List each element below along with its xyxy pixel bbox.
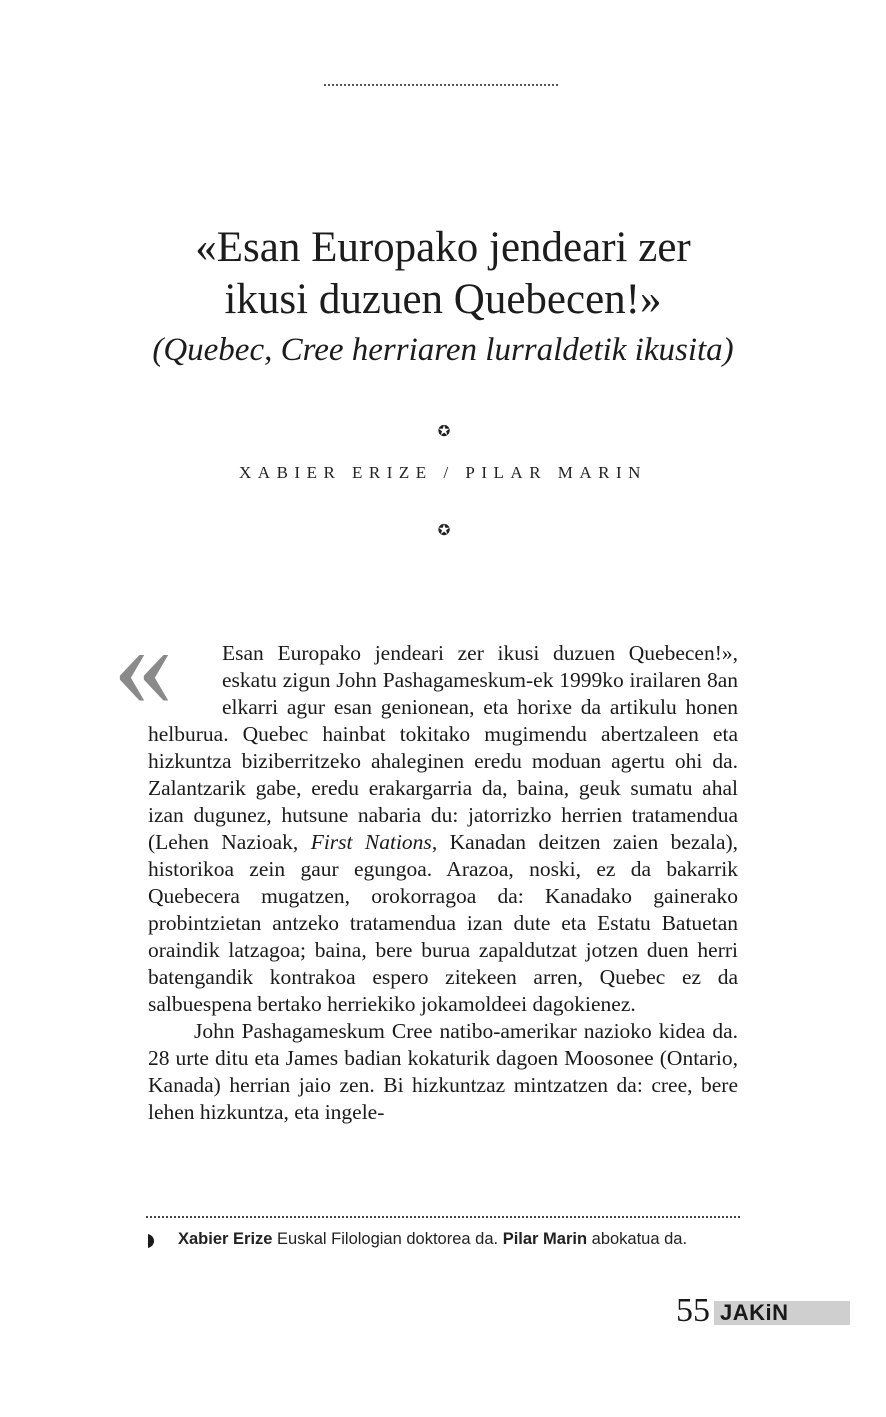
drop-quote-space bbox=[148, 640, 222, 721]
title-line-1: «Esan Europako jendeari zer bbox=[195, 224, 691, 271]
footnote-marker-icon bbox=[146, 1232, 158, 1250]
title-line-2: ikusi duzuen Quebecen!» bbox=[224, 276, 662, 323]
article-body bbox=[148, 640, 738, 1126]
footnote bbox=[178, 1227, 738, 1251]
authors-line: XABIER ERIZE / PILAR MARIN bbox=[239, 463, 647, 482]
paragraph-1-part-a: Esan Europako jendeari zer ikusi duzuen Quebecen!», eskatu zigun John Pashagameskum-ek 1999ko irailaren 8an elkarri agur esan genionean, eta horixe da artikulu honen helburua. Quebec hainbat tokitako mugimendu abertzaleen eta hizkuntza biziberritzeko ahaleginen eredu moduan agertu ohi da. Zalantzarik gabe, eredu erakargarria da, baina, geuk sumatu ahal izan dugunez, hutsune nabaria du: jatorrizko herrien tratamendua (Lehen Nazioak, bbox=[148, 641, 738, 854]
ornament-star-icon: ✪ bbox=[437, 521, 451, 539]
paragraph-2: John Pashagameskum Cree natibo-amerikar nazioko kidea da. 28 urte ditu eta James badian kokaturik dagoen Moosonee (Ontario, Kanada) herrian jaio zen. Bi hizkuntzaz mintzatzen da: cree, bere lehen hizkuntza, eta ingele- bbox=[148, 1019, 738, 1124]
top-dotted-rule bbox=[324, 84, 558, 86]
footnote-author-2: Pilar Marin bbox=[502, 1230, 588, 1248]
drop-quote-mark: « bbox=[113, 598, 173, 731]
paragraph-1-part-b: , Kanadan deitzen zaien bezala), historikoa zein gaur egungoa. Arazoa, noski, ez da bakarrik Quebecera mugatzen, orokorragoa da: Kanadako gainerako probintzietan antzeko tratamendua izan dute eta Estatu Batuetan oraindik latzagoa; baina, bere burua zapaldutzat jotzen duen herri batengandik kontrakoa espero zitekeen arren, Quebec ez da salbuespena bertako herriekiko jokamoldeei dagokienez. bbox=[148, 830, 739, 1016]
article-subtitle: (Quebec, Cree herriaren lurraldetik ikusita) bbox=[152, 332, 734, 368]
journal-name: JAKiN bbox=[720, 1300, 789, 1325]
footnote-author-1: Xabier Erize bbox=[178, 1230, 273, 1248]
footnote-dotted-rule bbox=[146, 1216, 740, 1218]
footnote-text-1: Euskal Filologian doktorea da. bbox=[272, 1230, 503, 1248]
paragraph-1-italic: First Nations bbox=[310, 830, 432, 854]
page-number: 55 bbox=[676, 1292, 710, 1329]
paragraph-1 bbox=[148, 640, 738, 1018]
article-title bbox=[120, 222, 766, 326]
ornament-star-icon: ✪ bbox=[437, 422, 451, 440]
footnote-text-2: abokatua da. bbox=[587, 1230, 688, 1248]
